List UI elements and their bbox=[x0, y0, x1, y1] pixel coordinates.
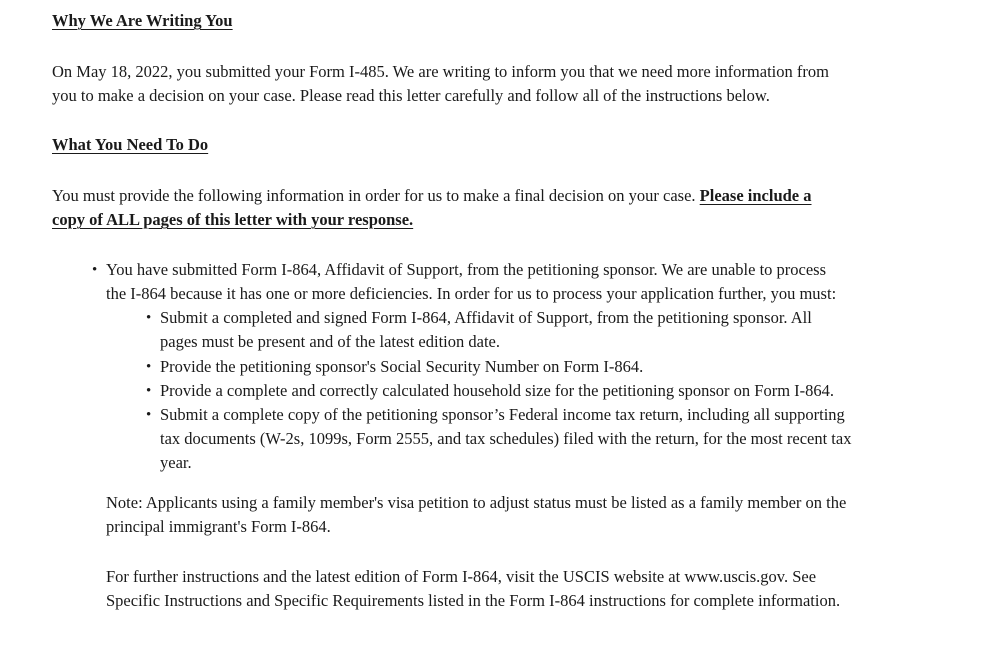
sub-bullet-4-line-2: tax documents (W-2s, 1099s, Form 2555, and tax schedules) filed with the return, for the most recent tax bbox=[160, 429, 852, 448]
further-line-1: For further instructions and the latest edition of Form I-864, visit the USCIS website at www.uscis.gov. See bbox=[106, 567, 817, 586]
include-copy-instruction-part-1: Please include a bbox=[699, 186, 812, 205]
sub-bullet-4-line-1: Submit a complete copy of the petitioning sponsor’s Federal income tax return, including all supporting bbox=[160, 405, 845, 424]
what-to-do-paragraph bbox=[52, 184, 982, 232]
include-copy-instruction-part-2: copy of ALL pages of this letter with your response. bbox=[52, 210, 414, 229]
bullet-icon: • bbox=[146, 310, 152, 326]
sub-bullet-item-3 bbox=[146, 379, 990, 403]
sub-bullet-4-line-3: year. bbox=[160, 453, 192, 472]
main-bullet-line-1: You have submitted Form I-864, Affidavit of Support, from the petitioning sponsor. We are unable to process bbox=[106, 260, 827, 279]
further-instructions-paragraph bbox=[106, 565, 986, 613]
sub-bullet-2-line-1: Provide the petitioning sponsor's Social Security Number on Form I-864. bbox=[160, 357, 644, 376]
sub-bullet-item-2 bbox=[146, 355, 990, 379]
main-bullet-line-2: the I-864 because it has one or more deficiencies. In order for us to process your application further, you must: bbox=[106, 284, 837, 303]
what-to-do-heading: What You Need To Do bbox=[52, 135, 209, 154]
bullet-icon: • bbox=[92, 262, 98, 278]
sub-bullet-item-1 bbox=[146, 306, 990, 354]
why-writing-paragraph bbox=[52, 60, 982, 108]
sub-bullet-item-4 bbox=[146, 403, 990, 475]
why-writing-heading: Why We Are Writing You bbox=[52, 11, 233, 30]
why-writing-line-2: you to make a decision on your case. Please read this letter carefully and follow all of the instructions below. bbox=[52, 86, 770, 105]
further-line-2: Specific Instructions and Specific Requirements listed in the Form I-864 instructions for complete information. bbox=[106, 591, 841, 610]
what-to-do-plain-text: You must provide the following information in order for us to make a final decision on your case. bbox=[52, 186, 700, 205]
why-writing-line-1: On May 18, 2022, you submitted your Form I-485. We are writing to inform you that we need more information from bbox=[52, 62, 829, 81]
what-to-do-line-1 bbox=[52, 184, 982, 208]
note-paragraph bbox=[106, 491, 986, 539]
main-bullet-item bbox=[92, 258, 986, 306]
sub-bullet-1-line-2: pages must be present and of the latest edition date. bbox=[160, 332, 500, 351]
note-line-1: Note: Applicants using a family member's visa petition to adjust status must be listed as a family member on the bbox=[106, 493, 847, 512]
bullet-icon: • bbox=[146, 407, 152, 423]
sub-bullet-1-line-1: Submit a completed and signed Form I-864, Affidavit of Support, from the petitioning sponsor. All bbox=[160, 308, 812, 327]
sub-bullet-3-line-1: Provide a complete and correctly calculated household size for the petitioning sponsor on Form I-864. bbox=[160, 381, 835, 400]
note-line-2: principal immigrant's Form I-864. bbox=[106, 517, 331, 536]
bullet-icon: • bbox=[146, 383, 152, 399]
bullet-icon: • bbox=[146, 359, 152, 375]
